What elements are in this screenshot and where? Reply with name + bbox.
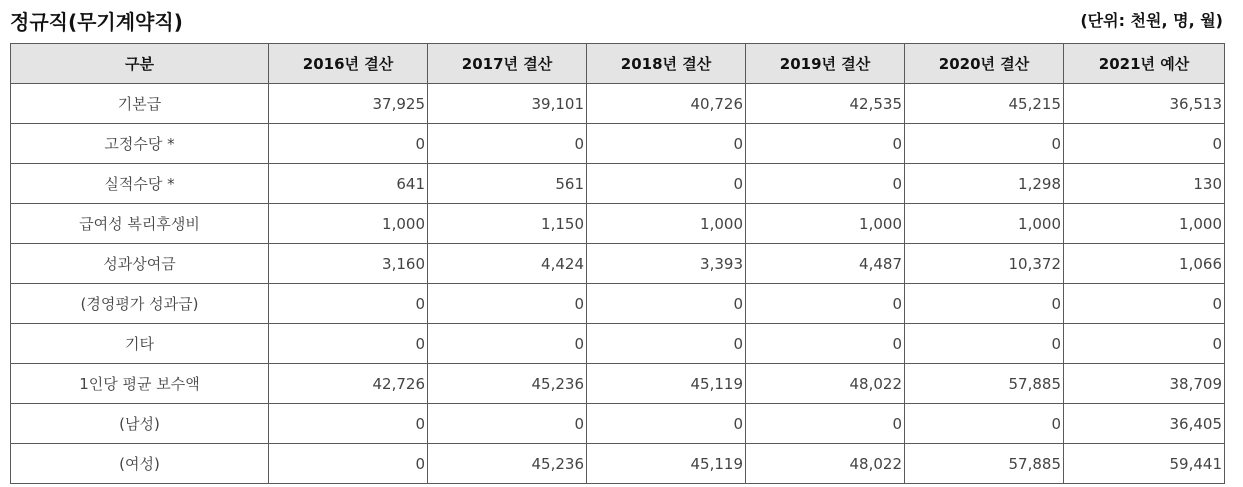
table-cell: 45,236 bbox=[428, 444, 587, 484]
table-cell: 4,487 bbox=[746, 244, 905, 284]
table-cell: 45,119 bbox=[587, 444, 746, 484]
table-cell: 0 bbox=[746, 404, 905, 444]
table-cell: 0 bbox=[428, 284, 587, 324]
table-row bbox=[11, 364, 1225, 404]
header-2018: 2018년 결산 bbox=[587, 44, 746, 84]
header-2019: 2019년 결산 bbox=[746, 44, 905, 84]
table-cell: 1,298 bbox=[905, 164, 1064, 204]
table-cell: 10,372 bbox=[905, 244, 1064, 284]
table-cell: 40,726 bbox=[587, 84, 746, 124]
table-cell: 1,150 bbox=[428, 204, 587, 244]
table-cell: 561 bbox=[428, 164, 587, 204]
table-row bbox=[11, 284, 1225, 324]
table-cell: 0 bbox=[269, 444, 428, 484]
header-2021: 2021년 예산 bbox=[1064, 44, 1225, 84]
table-cell: 0 bbox=[746, 284, 905, 324]
table-cell: 1,000 bbox=[269, 204, 428, 244]
table-cell: 1,066 bbox=[1064, 244, 1225, 284]
table-cell: 57,885 bbox=[905, 444, 1064, 484]
table-cell: 641 bbox=[269, 164, 428, 204]
table-cell: 0 bbox=[905, 324, 1064, 364]
table-cell: 0 bbox=[746, 324, 905, 364]
table-cell: 0 bbox=[428, 404, 587, 444]
table-row bbox=[11, 164, 1225, 204]
table-cell: 0 bbox=[269, 284, 428, 324]
table-row bbox=[11, 84, 1225, 124]
row-label: (남성) bbox=[11, 404, 269, 444]
table-body bbox=[11, 84, 1225, 484]
unit-label: (단위: 천원, 명, 월) bbox=[1080, 11, 1223, 30]
row-label: 고정수당 * bbox=[11, 124, 269, 164]
table-cell: 130 bbox=[1064, 164, 1225, 204]
table-row bbox=[11, 404, 1225, 444]
table-cell: 37,925 bbox=[269, 84, 428, 124]
table-cell: 0 bbox=[587, 124, 746, 164]
table-cell: 48,022 bbox=[746, 444, 905, 484]
table-cell: 38,709 bbox=[1064, 364, 1225, 404]
table-cell: 4,424 bbox=[428, 244, 587, 284]
table-cell: 0 bbox=[905, 284, 1064, 324]
table-cell: 3,160 bbox=[269, 244, 428, 284]
header-2017: 2017년 결산 bbox=[428, 44, 587, 84]
header-2020: 2020년 결산 bbox=[905, 44, 1064, 84]
table-row bbox=[11, 204, 1225, 244]
table-cell: 0 bbox=[746, 164, 905, 204]
table-cell: 0 bbox=[1064, 124, 1225, 164]
table-cell: 45,215 bbox=[905, 84, 1064, 124]
table-cell: 1,000 bbox=[905, 204, 1064, 244]
table-cell: 57,885 bbox=[905, 364, 1064, 404]
table-row bbox=[11, 324, 1225, 364]
page-title: 정규직(무기계약직) bbox=[10, 10, 183, 34]
salary-table bbox=[10, 43, 1225, 484]
table-cell: 0 bbox=[746, 124, 905, 164]
table-row bbox=[11, 444, 1225, 484]
table-cell: 0 bbox=[587, 284, 746, 324]
table-cell: 0 bbox=[428, 124, 587, 164]
table-cell: 42,726 bbox=[269, 364, 428, 404]
table-cell: 0 bbox=[587, 324, 746, 364]
table-cell: 3,393 bbox=[587, 244, 746, 284]
table-cell: 39,101 bbox=[428, 84, 587, 124]
table-row bbox=[11, 124, 1225, 164]
row-label: 실적수당 * bbox=[11, 164, 269, 204]
table-cell: 0 bbox=[905, 404, 1064, 444]
table-row bbox=[11, 244, 1225, 284]
row-label: 기타 bbox=[11, 324, 269, 364]
table-cell: 0 bbox=[428, 324, 587, 364]
table-cell: 0 bbox=[1064, 284, 1225, 324]
header-row bbox=[11, 44, 1225, 84]
header-2016: 2016년 결산 bbox=[269, 44, 428, 84]
row-label: (경영평가 성과급) bbox=[11, 284, 269, 324]
table-cell: 0 bbox=[587, 164, 746, 204]
table-cell: 0 bbox=[269, 324, 428, 364]
table-cell: 0 bbox=[905, 124, 1064, 164]
table-cell: 36,405 bbox=[1064, 404, 1225, 444]
table-cell: 59,441 bbox=[1064, 444, 1225, 484]
row-label: 기본급 bbox=[11, 84, 269, 124]
table-cell: 1,000 bbox=[746, 204, 905, 244]
page-header bbox=[0, 0, 1243, 44]
table-cell: 36,513 bbox=[1064, 84, 1225, 124]
row-label: (여성) bbox=[11, 444, 269, 484]
row-label: 성과상여금 bbox=[11, 244, 269, 284]
table-cell: 48,022 bbox=[746, 364, 905, 404]
table-cell: 1,000 bbox=[587, 204, 746, 244]
table-cell: 1,000 bbox=[1064, 204, 1225, 244]
table-cell: 45,236 bbox=[428, 364, 587, 404]
row-label: 급여성 복리후생비 bbox=[11, 204, 269, 244]
table-header bbox=[11, 44, 1225, 84]
table-cell: 42,535 bbox=[746, 84, 905, 124]
table-cell: 45,119 bbox=[587, 364, 746, 404]
header-category: 구분 bbox=[11, 44, 269, 84]
table-cell: 0 bbox=[1064, 324, 1225, 364]
row-label: 1인당 평균 보수액 bbox=[11, 364, 269, 404]
table-cell: 0 bbox=[587, 404, 746, 444]
table-cell: 0 bbox=[269, 124, 428, 164]
table-cell: 0 bbox=[269, 404, 428, 444]
